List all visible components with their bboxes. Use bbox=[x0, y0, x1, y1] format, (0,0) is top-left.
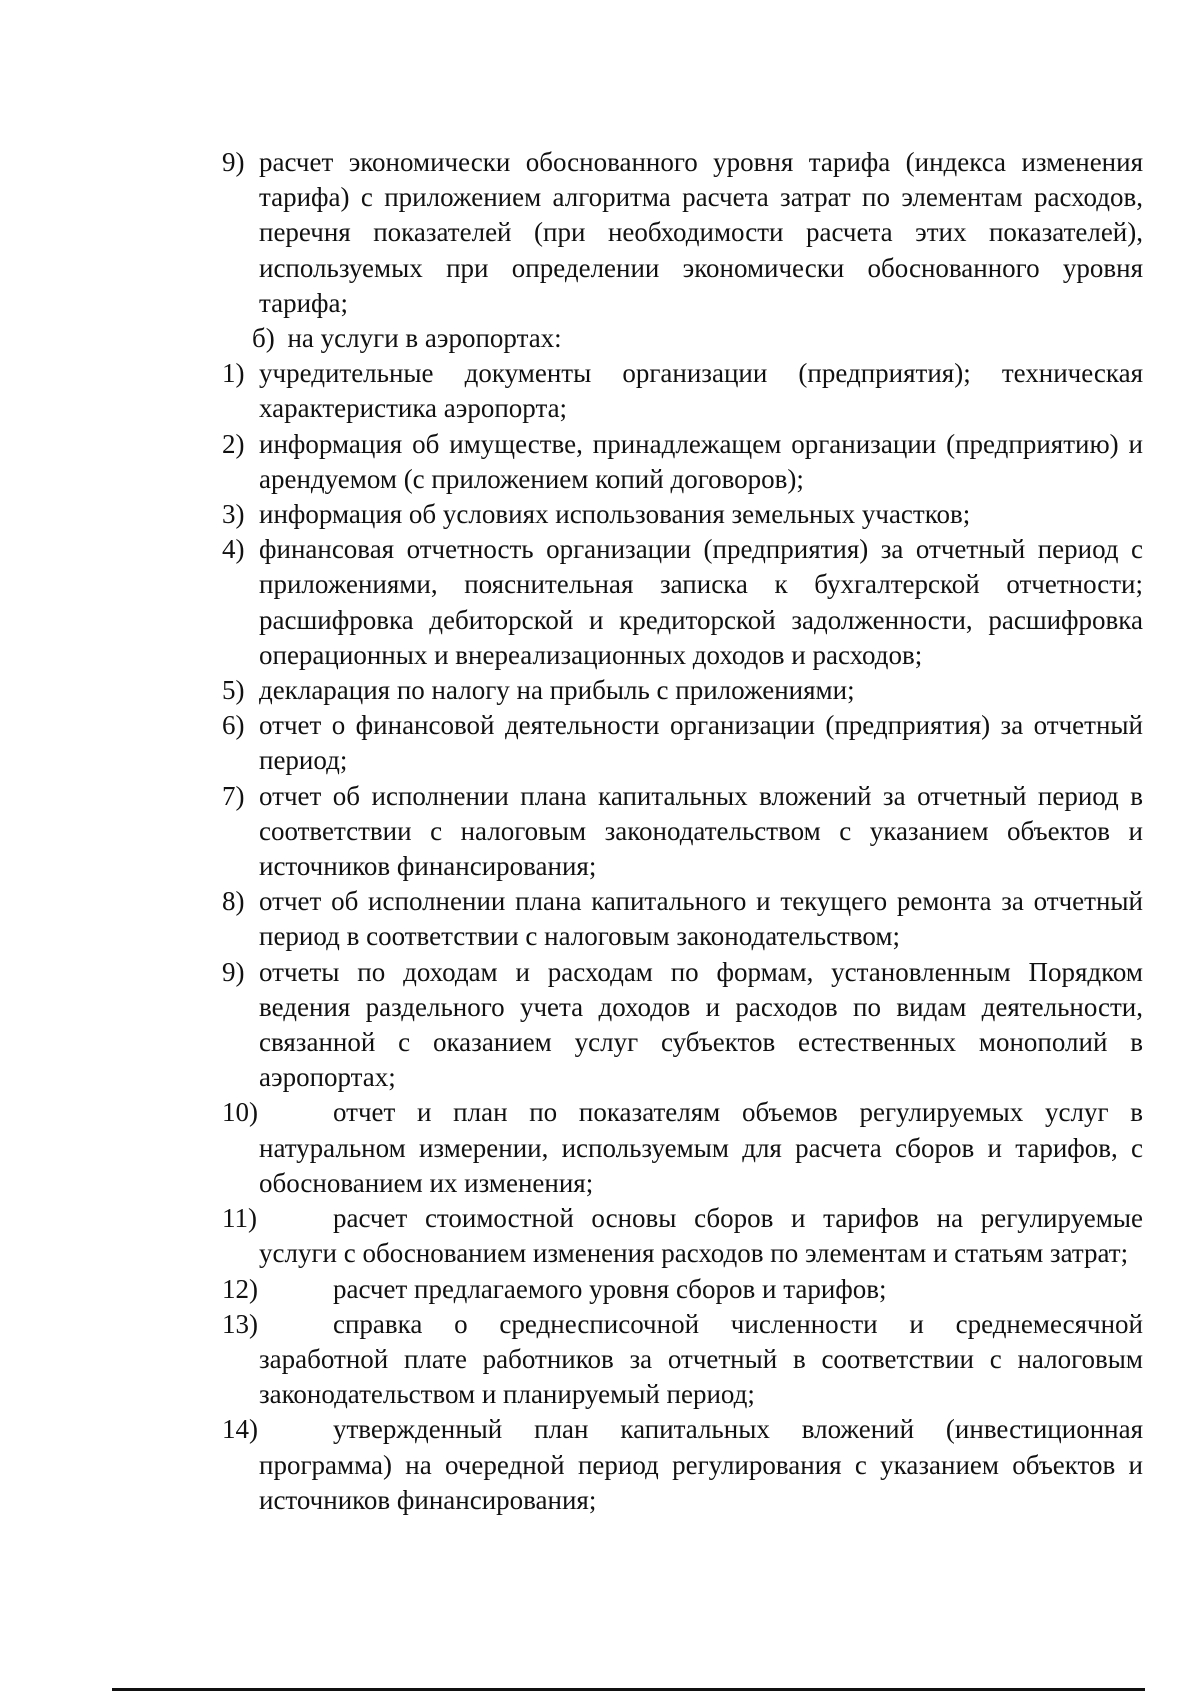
document-body bbox=[222, 145, 1143, 1518]
list-item bbox=[222, 1412, 1143, 1518]
item-number: 13) bbox=[222, 1308, 258, 1339]
list-item bbox=[222, 1201, 1143, 1271]
item-number: 10) bbox=[222, 1097, 258, 1128]
item-text: декларация по налогу на прибыль с приложениями; bbox=[259, 675, 855, 706]
item-number: 7) bbox=[222, 780, 245, 811]
list-item bbox=[222, 497, 1143, 532]
section-title: на услуги в аэропортах: bbox=[287, 323, 562, 354]
airport-services-list bbox=[222, 356, 1143, 1518]
section-letter: б) bbox=[252, 323, 275, 354]
item-number: 8) bbox=[222, 886, 245, 917]
item-text: информация об условиях использования земельных участков; bbox=[259, 499, 971, 530]
list-item bbox=[222, 356, 1143, 426]
item-number: 5) bbox=[222, 675, 245, 706]
item-number: 6) bbox=[222, 710, 245, 741]
item-text: справка о среднесписочной численности и среднемесячной заработной плате работников за отчетный в соответствии с налоговым законодательством и планируемый период; bbox=[259, 1308, 1143, 1410]
list-item-top-9 bbox=[222, 145, 1143, 321]
list-item bbox=[222, 532, 1143, 673]
list-item bbox=[222, 1307, 1143, 1413]
item-number: 3) bbox=[222, 499, 245, 530]
item-text: отчет о финансовой деятельности организации (предприятия) за отчетный период; bbox=[259, 710, 1143, 776]
item-text: расчет экономически обоснованного уровня тарифа (индекса изменения тарифа) с приложением алгоритма расчета затрат по элементам расходов, перечня показателей (при необходимости расчета этих показателей), используемых при определении экономически обоснованного уровня тарифа; bbox=[259, 147, 1143, 318]
item-number: 4) bbox=[222, 534, 245, 565]
item-number: 1) bbox=[222, 358, 245, 389]
item-text: расчет стоимостной основы сборов и тарифов на регулируемые услуги с обоснованием изменения расходов по элементам и статьям затрат; bbox=[259, 1203, 1143, 1269]
item-number: 12) bbox=[222, 1273, 258, 1304]
item-text: учредительные документы организации (предприятия); техническая характеристика аэропорта; bbox=[259, 358, 1143, 424]
page-bottom-rule bbox=[112, 1688, 1145, 1691]
item-text: финансовая отчетность организации (предприятия) за отчетный период с приложениями, пояснительная записка к бухгалтерской отчетности; расшифровка дебиторской и кредиторской задолженности, расшифровка операционных и внереализационных доходов и расходов; bbox=[259, 534, 1143, 670]
item-number: 14) bbox=[222, 1414, 258, 1445]
item-text: утвержденный план капитальных вложений (инвестиционная программа) на очередной период регулирования с указанием объектов и источников финансирования; bbox=[259, 1414, 1143, 1515]
item-text: отчет и план по показателям объемов регулируемых услуг в натуральном измерении, используемым для расчета сборов и тарифов, с обоснованием их изменения; bbox=[259, 1097, 1143, 1198]
item-number: 2) bbox=[222, 428, 245, 459]
section-b-heading bbox=[222, 321, 1143, 356]
list-item bbox=[222, 427, 1143, 497]
list-item bbox=[222, 955, 1143, 1096]
item-number: 9) bbox=[222, 956, 245, 987]
item-text: отчеты по доходам и расходам по формам, установленным Порядком ведения раздельного учета доходов и расходов по видам деятельности, связанной с оказанием услуг субъектов естественных монополий в аэропортах; bbox=[259, 956, 1143, 1093]
item-text: отчет об исполнении плана капитальных вложений за отчетный период в соответствии с налоговым законодательством с указанием объектов и источников финансирования; bbox=[259, 780, 1143, 882]
item-text: расчет предлагаемого уровня сборов и тарифов; bbox=[333, 1273, 887, 1304]
list-item bbox=[222, 779, 1143, 885]
list-item bbox=[222, 1095, 1143, 1201]
list-item bbox=[222, 884, 1143, 954]
item-text: информация об имуществе, принадлежащем организации (предприятию) и арендуемом (с приложением копий договоров); bbox=[259, 428, 1143, 494]
item-number: 9) bbox=[222, 147, 245, 177]
item-text: отчет об исполнении плана капитального и текущего ремонта за отчетный период в соответствии с налоговым законодательством; bbox=[259, 886, 1143, 952]
item-number: 11) bbox=[222, 1203, 257, 1234]
list-item bbox=[222, 1272, 1143, 1307]
list-item bbox=[222, 708, 1143, 778]
list-item bbox=[222, 673, 1143, 708]
